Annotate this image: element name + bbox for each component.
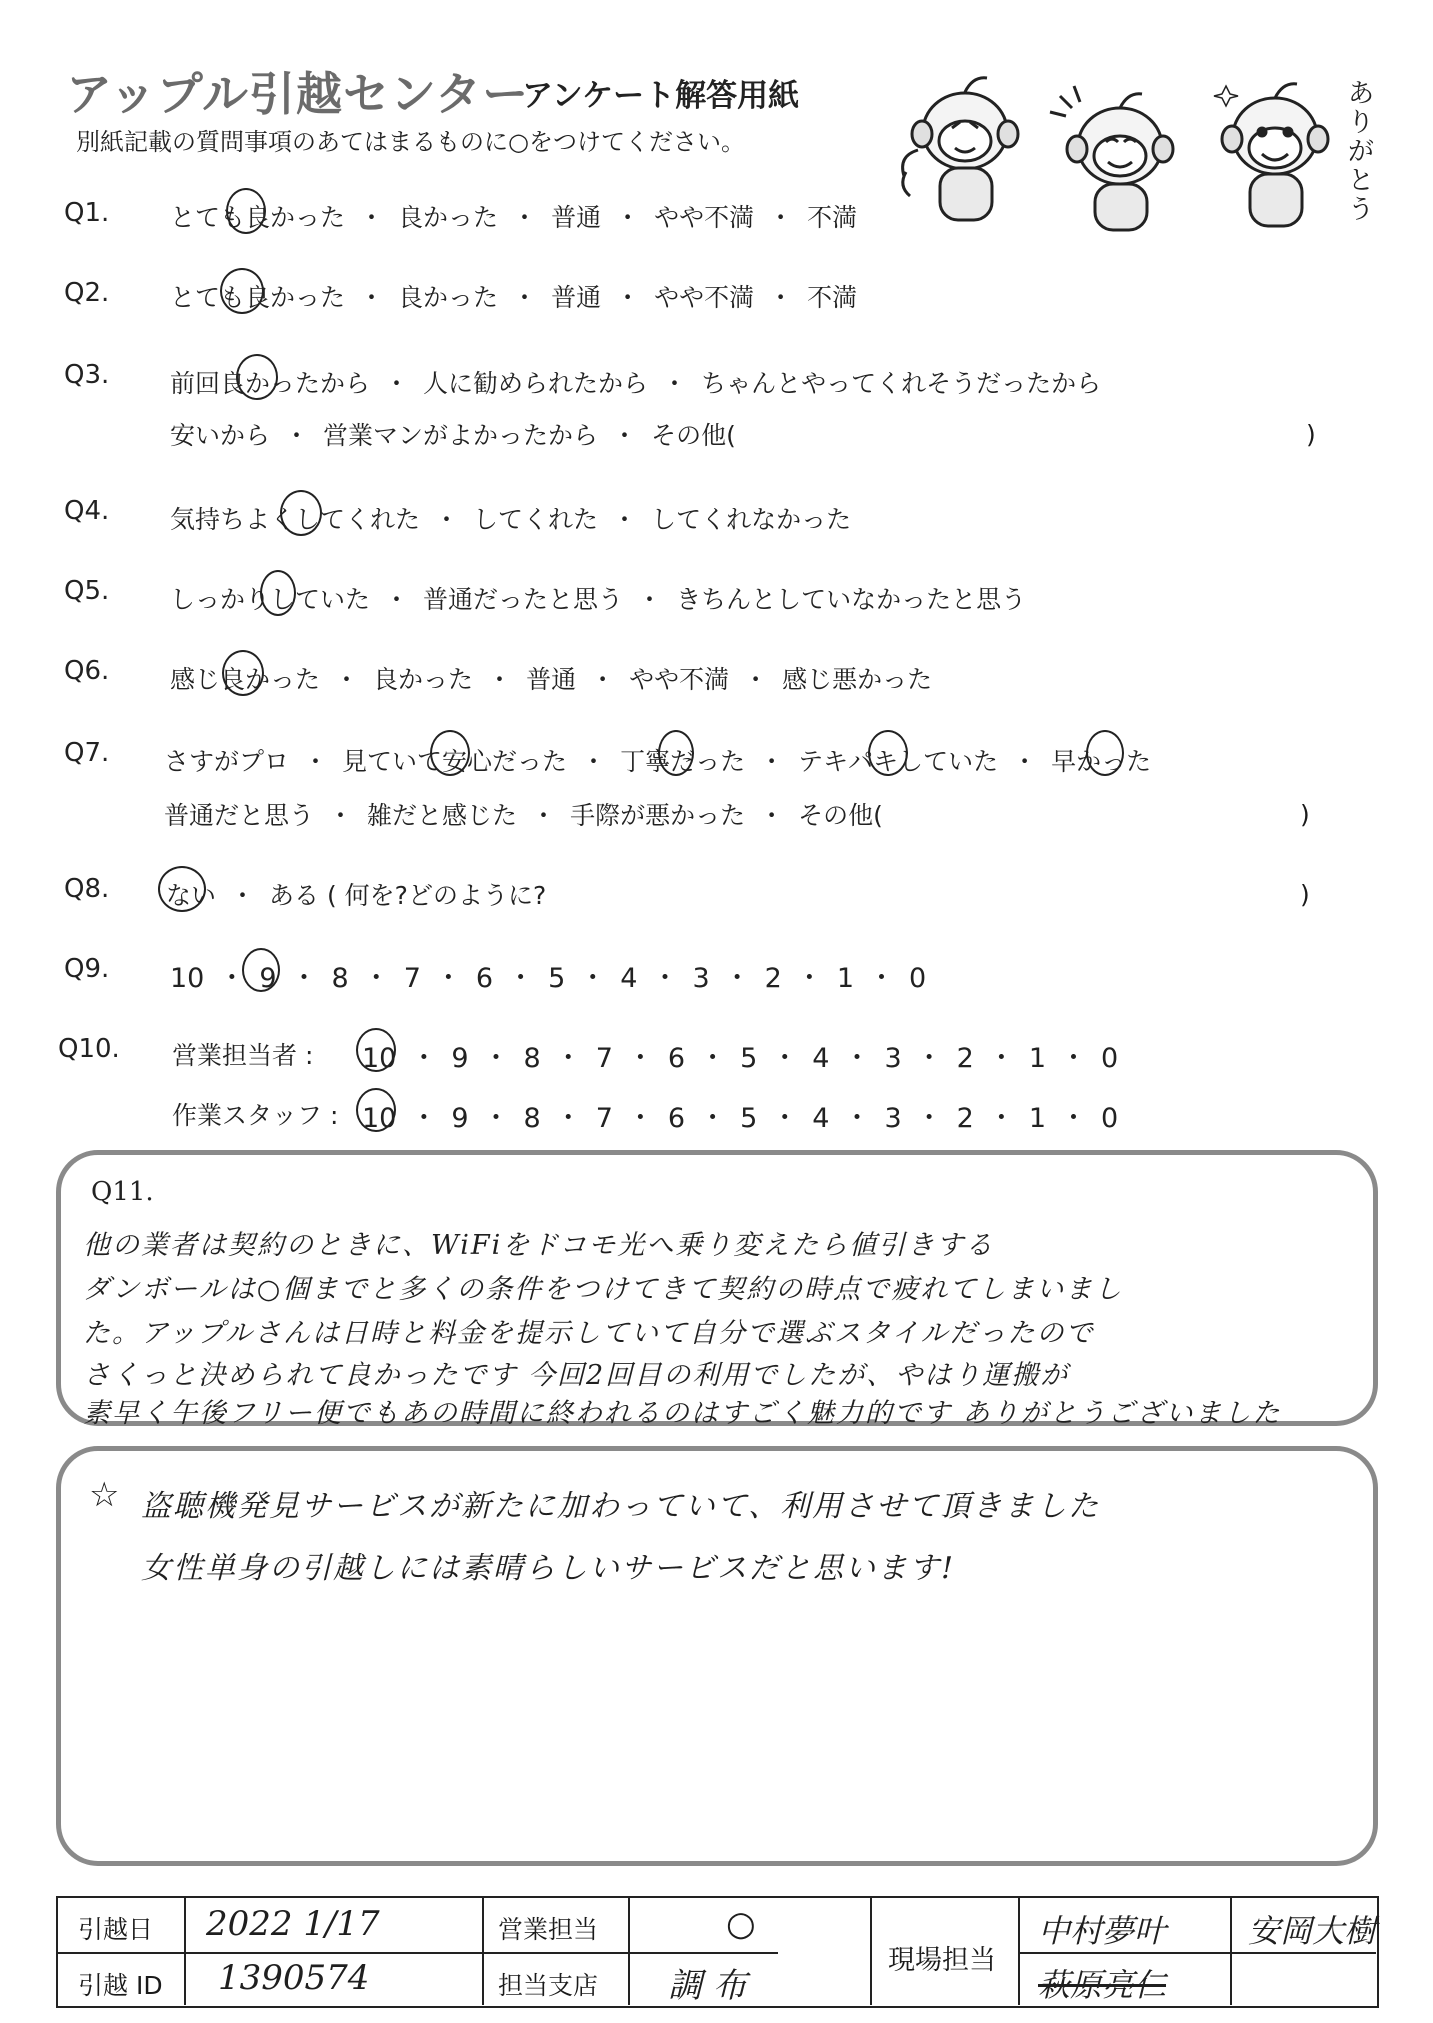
q7-option[interactable]: 見ていて安心だった — [342, 747, 568, 776]
q10-sales-value[interactable]: 7 — [595, 1043, 613, 1074]
q1-option[interactable]: とても良かった — [170, 203, 346, 232]
q10-staff-value[interactable]: 10 — [362, 1103, 397, 1134]
q1-option[interactable]: やや不満 — [654, 203, 755, 232]
q10-sales-value[interactable]: 3 — [884, 1043, 902, 1074]
site-staff-3[interactable]: 萩原亮仁 — [1038, 1966, 1167, 2004]
company-title: アップル引越センター — [66, 67, 530, 121]
q2-option[interactable]: 普通 — [551, 283, 602, 312]
q8-close-paren: ) — [1300, 880, 1310, 909]
q9-number: Q9. — [64, 954, 110, 984]
q9-value[interactable]: 3 — [692, 963, 710, 994]
q7-option[interactable]: 雑だと感じた — [367, 801, 518, 830]
q3-option[interactable]: 人に勧められたから — [423, 369, 649, 398]
q10-sales-value[interactable]: 4 — [812, 1043, 830, 1074]
q4-option[interactable]: してくれなかった — [651, 505, 852, 534]
q7-option[interactable]: その他( — [798, 801, 883, 830]
q10-sales-value[interactable]: 8 — [523, 1043, 541, 1074]
branch-value[interactable]: 調 布 — [668, 1966, 747, 2006]
q3-option[interactable]: その他( — [651, 421, 736, 450]
q10-sales-value[interactable]: 2 — [956, 1043, 974, 1074]
q11-line: 他の業者は契約のときに、WiFiをドコモ光へ乗り変えたら値引きする — [83, 1230, 995, 1261]
sales-rep-label: 営業担当 — [498, 1915, 599, 1944]
q7-option[interactable]: 手際が悪かった — [570, 801, 746, 830]
q3-option[interactable]: 前回良かったから — [170, 369, 371, 398]
q10-sales-answer-circle — [356, 1028, 396, 1072]
q7-option[interactable]: 早かった — [1051, 747, 1152, 776]
q4-options: 気持ちよくしてくれた ・ してくれた ・ してくれなかった — [170, 505, 852, 534]
q10-sales-value[interactable]: 6 — [667, 1043, 686, 1074]
free-comment-box[interactable] — [56, 1446, 1378, 1866]
move-date-label: 引越日 — [78, 1915, 154, 1944]
q5-number: Q5. — [64, 576, 110, 606]
q7-close-paren: ) — [1300, 800, 1310, 829]
q8-answer-circle — [158, 866, 206, 912]
q6-option[interactable]: 良かった — [373, 665, 474, 694]
q1-answer-circle — [226, 188, 266, 234]
q6-option[interactable]: やや不満 — [629, 665, 730, 694]
q7-answer-circle-4 — [1086, 730, 1124, 776]
q8-option[interactable]: ない — [166, 881, 217, 910]
q4-answer-circle — [280, 490, 322, 536]
q9-value[interactable]: 6 — [475, 963, 494, 994]
q8-options: ない ・ ある ( 何を?どのように? — [166, 881, 547, 910]
q5-option[interactable]: しっかりしていた — [170, 585, 371, 614]
form-title: アンケート解答用紙 — [522, 78, 800, 114]
q4-number: Q4. — [64, 496, 110, 526]
q10-sales-value[interactable]: 9 — [451, 1043, 469, 1074]
q10-staff-value[interactable]: 0 — [1101, 1103, 1119, 1134]
q7-option[interactable]: 普通だと思う — [164, 801, 315, 830]
q10-sales-value[interactable]: 10 — [362, 1043, 397, 1074]
q1-number: Q1. — [64, 198, 110, 228]
q10-staff-value[interactable]: 7 — [595, 1103, 613, 1134]
q6-option[interactable]: 感じ悪かった — [782, 665, 933, 694]
q10-staff-value[interactable]: 9 — [451, 1103, 469, 1134]
sales-rep-value[interactable]: ○ — [726, 1904, 756, 1944]
move-date-value[interactable]: 2022 1/17 — [206, 1904, 380, 1944]
q10-staff-value[interactable]: 1 — [1028, 1103, 1047, 1134]
q9-value[interactable]: 5 — [548, 963, 566, 994]
q3-options-line2: 安いから ・ 営業マンがよかったから ・ その他( — [170, 421, 736, 450]
q5-answer-circle — [260, 570, 296, 616]
monkey-icon-left — [903, 78, 1018, 220]
q10-staff-value[interactable]: 3 — [884, 1103, 902, 1134]
q1-options: とても良かった ・ 良かった ・ 普通 ・ やや不満 ・ 不満 — [170, 203, 858, 232]
footer-info-table — [56, 1896, 1379, 2008]
q10-staff-value[interactable]: 5 — [740, 1103, 758, 1134]
q9-value[interactable]: 2 — [764, 963, 782, 994]
star-icon: ☆ — [89, 1475, 120, 1515]
q6-option[interactable]: 感じ良かった — [170, 665, 321, 694]
q3-answer-circle — [236, 354, 278, 400]
q7-answer-circle-3 — [868, 730, 908, 776]
q10-staff-scale: 10 ・ 9 ・ 8 ・ 7 ・ 6 ・ 5 ・ 4 ・ 3 ・ 2 ・ 1 ・ 0 — [362, 1103, 1119, 1134]
q11-line: ダンボールは○個までと多くの条件をつけてきて契約の時点で疲れてしまいまし — [83, 1274, 1124, 1305]
q10-sales-value[interactable]: 5 — [740, 1043, 758, 1074]
q7-options-line2: 普通だと思う ・ 雑だと感じた ・ 手際が悪かった ・ その他( — [164, 801, 883, 830]
q11-label: Q11. — [91, 1177, 154, 1207]
q7-option[interactable]: さすがプロ — [164, 747, 290, 776]
q7-option[interactable]: テキパキしていた — [798, 747, 999, 776]
q6-option[interactable]: 普通 — [526, 665, 577, 694]
q9-value[interactable]: 0 — [909, 963, 927, 994]
instruction-text: 別紙記載の質問事項のあてはまるものに○をつけてください。 — [76, 128, 745, 156]
q1-option[interactable]: 普通 — [551, 203, 602, 232]
q9-value[interactable]: 4 — [620, 963, 638, 994]
q5-option[interactable]: 普通だったと思う — [423, 585, 624, 614]
site-staff-1[interactable]: 中村夢叶 — [1038, 1912, 1167, 1950]
q8-option[interactable]: ある ( 何を?どのように? — [269, 881, 547, 910]
q10-sales-value[interactable]: 0 — [1101, 1043, 1119, 1074]
q2-answer-circle — [220, 268, 264, 314]
q4-option[interactable]: してくれた — [473, 505, 599, 534]
q10-number: Q10. — [58, 1034, 120, 1064]
q11-line: 素早く午後フリー便でもあの時間に終われるのはすごく魅力的です ありがとうございました — [83, 1398, 1282, 1429]
q9-value[interactable]: 8 — [331, 963, 349, 994]
q3-options-line1: 前回良かったから ・ 人に勧められたから ・ ちゃんとやってくれそうだったから — [170, 369, 1102, 398]
q3-option[interactable]: 営業マンがよかったから — [323, 421, 599, 450]
q3-number: Q3. — [64, 360, 110, 390]
q4-option[interactable]: 気持ちよくしてくれた — [170, 505, 421, 534]
q7-number: Q7. — [64, 738, 110, 768]
q9-value[interactable]: 10 — [170, 963, 205, 994]
q6-options: 感じ良かった ・ 良かった ・ 普通 ・ やや不満 ・ 感じ悪かった — [170, 665, 933, 694]
monkey-icon-right — [1214, 84, 1328, 226]
q10-staff-label: 作業スタッフ : — [172, 1101, 339, 1130]
q3-close-paren: ) — [1306, 420, 1316, 449]
q2-option[interactable]: とても良かった — [170, 283, 346, 312]
q8-number: Q8. — [64, 874, 110, 904]
q10-staff-value[interactable]: 6 — [667, 1103, 686, 1134]
q10-staff-value[interactable]: 2 — [956, 1103, 974, 1134]
move-id-label: 引越 ID — [78, 1971, 163, 2000]
branch-label: 担当支店 — [498, 1971, 599, 2000]
q10-staff-value[interactable]: 4 — [812, 1103, 830, 1134]
mascot-illustration — [890, 56, 1370, 256]
q2-options: とても良かった ・ 良かった ・ 普通 ・ やや不満 ・ 不満 — [170, 283, 858, 312]
q11-line: さくっと決められて良かったです 今回2回目の利用でしたが、やはり運搬が — [83, 1360, 1070, 1391]
q5-options: しっかりしていた ・ 普通だったと思う ・ きちんとしていなかったと思う — [170, 585, 1027, 614]
q11-comment-box[interactable] — [56, 1150, 1378, 1429]
q2-number: Q2. — [64, 278, 110, 308]
comment-line: 盗聴機発見サービスが新たに加わっていて、利用させて頂きました — [141, 1489, 1101, 1524]
q2-option[interactable]: やや不満 — [654, 283, 755, 312]
q3-option[interactable]: 安いから — [170, 421, 271, 450]
q3-option[interactable]: ちゃんとやってくれそうだったから — [701, 369, 1102, 398]
q7-answer-circle-1 — [430, 730, 470, 776]
q9-value[interactable]: 9 — [259, 963, 277, 994]
q1-option[interactable]: 良かった — [398, 203, 499, 232]
q10-staff-value[interactable]: 8 — [523, 1103, 541, 1134]
site-staff-2[interactable]: 安岡大樹 — [1248, 1912, 1377, 1950]
q10-sales-label: 営業担当者 : — [172, 1041, 314, 1070]
q6-number: Q6. — [64, 656, 110, 686]
q9-value[interactable]: 1 — [836, 963, 855, 994]
table-divider — [1020, 1952, 1376, 1954]
q1-option[interactable]: 不満 — [807, 203, 858, 232]
q5-option[interactable]: きちんとしていなかったと思う — [676, 585, 1027, 614]
thanks-text: ありがとう — [1348, 79, 1375, 225]
q2-option[interactable]: 不満 — [807, 283, 858, 312]
comment-line: 女性単身の引越しには素晴らしいサービスだと思います! — [141, 1551, 956, 1586]
site-staff-label: 現場担当 — [888, 1945, 996, 1976]
q10-sales-value[interactable]: 1 — [1028, 1043, 1047, 1074]
q6-answer-circle — [222, 650, 264, 696]
q9-scale: 10 ・ 9 ・ 8 ・ 7 ・ 6 ・ 5 ・ 4 ・ 3 ・ 2 ・ 1 ・ 0 — [170, 963, 927, 994]
q11-line: た。アップルさんは日時と料金を提示していて自分で選ぶスタイルだったので — [83, 1318, 1095, 1349]
q7-options-line1: さすがプロ ・ 見ていて安心だった ・ 丁寧だった ・ テキパキしていた ・ 早かった — [164, 747, 1152, 776]
q7-option[interactable]: 丁寧だった — [620, 747, 746, 776]
move-id-value[interactable]: 1390574 — [218, 1958, 370, 1998]
q10-staff-answer-circle — [356, 1088, 396, 1132]
q2-option[interactable]: 良かった — [398, 283, 499, 312]
q7-answer-circle-2 — [658, 730, 694, 776]
q9-answer-circle — [242, 948, 280, 992]
monkey-icon-middle — [1050, 86, 1173, 230]
q9-value[interactable]: 7 — [403, 963, 421, 994]
q10-sales-scale: 10 ・ 9 ・ 8 ・ 7 ・ 6 ・ 5 ・ 4 ・ 3 ・ 2 ・ 1 ・ 0 — [362, 1043, 1119, 1074]
